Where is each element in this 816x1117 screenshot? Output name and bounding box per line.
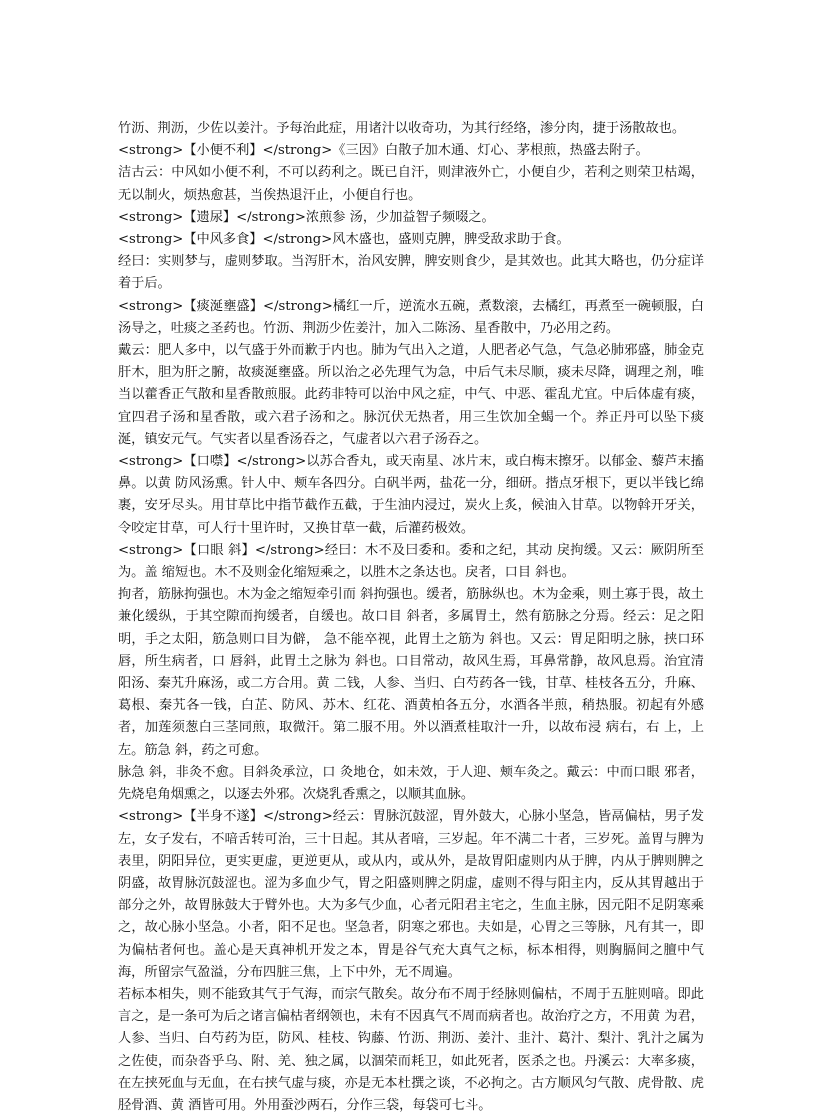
document-body (118, 118, 704, 1117)
paragraph: 经曰：实则梦与，虚则梦取。当泻肝木，治风安脾，脾安则食少，是其效也。此其大略也，仍分症详着于后。 (118, 254, 704, 292)
paragraph: <strong>【遗尿】</strong>浓煎参 汤，少加益智子频啜之。 (118, 209, 495, 225)
paragraph: <strong>【口眼 斜】</strong>经曰：木不及曰委和。委和之纪，其动 戾拘缓。又云：厥阴所至为。盖 缩短也。木不及则金化缩短乘之，以胜木之条达也。戾者，口目 斜也。 (118, 542, 704, 581)
paragraph: 拘者，筋脉拘强也。木为金之缩短牵引而 斜拘强也。缓者，筋脉纵也。木为金乘，则土寡于畏，故土兼化缓纵，于其空隙而拘缓者，自缓也。故口目 斜者，多属胃土，然有筋脉之分焉。经云：足之阳明，手之太阳，筋急则口目为僻， 急不能卒视，此胃土之筋为 斜也。又云：胃足阳明之脉，挟口环唇，所生病者，口 唇斜，此胃土之脉为 斜也。口目常动，故风生焉，耳鼻常静，故风息焉。治宜清阳汤、秦艽升麻汤，或二方合用。黄 二钱，人参、当归、白芍药各一钱，甘草、桂枝各五分，升麻、葛根、秦艽各一钱，白芷、防风、苏木、红花、酒黄柏各五分，水酒各半煎，稍热服。初起有外感者，加莲须葱白三茎同煎，取微汗。第二服不用。外以酒煮桂取汁一升，以故布浸 病右，右 上，上 左。筋急 斜，药之可愈。 (118, 587, 704, 758)
paragraph: <strong>【中风多食】</strong>风木盛也，盛则克脾，脾受敌求助于食。 (118, 232, 570, 248)
paragraph: 洁古云：中风如小便不利，不可以药利之。既已自汗，则津液外亡，小便自少，若利之则荣卫枯竭，无以制火，烦热愈甚，当俟热退汗止，小便自行也。 (118, 165, 704, 203)
paragraph: <strong>【口噤】</strong>以苏合香丸，或天南星、冰片末，或白梅末擦牙。以郁金、藜芦末搐鼻。以黄 防风汤熏。针人中、颊车各四分。白矾半两，盐花一分，细研。揩点牙根下，更以半钱匕绵裹，安牙尽头。用甘草比中指节截作五截，于生油内浸过，炭火上炙，候油入甘草。以物斡开牙关，令咬定甘草，可人行十里许时，又换甘草一截，后灌药极效。 (118, 454, 704, 536)
paragraph: <strong>【小便不利】</strong>《三因》白散子加木通、灯心、茅根煎，热盛去附子。 (118, 143, 649, 159)
paragraph: 戴云：肥人多中，以气盛于外而歉于内也。肺为气出入之道，人肥者必气急，气急必肺邪盛，肺金克肝木，胆为肝之腑，故痰涎壅盛。所以治之必先理气为急，中后气未尽顺，痰未尽降，调理之剂，唯当以藿香正气散和星香散煎服。此药非特可以治中风之症，中气、中恶、霍乱尤宜。中后体虚有痰，宜四君子汤和星香散，或六君子汤和之。脉沉伏无热者，用三生饮加全蝎一个。养正丹可以坠下痰涎，镇安元气。气实者以星香汤吞之，气虚者以六君子汤吞之。 (118, 343, 704, 447)
paragraph: 竹沥、荆沥，少佐以姜汁。予每治此症，用诸汁以收奇功，为其行经络，渗分肉，捷于汤散故也。 (118, 121, 686, 136)
paragraph: <strong>【半身不遂】</strong>经云：胃脉沉鼓涩，胃外鼓大，心脉小坚急，皆鬲偏枯，男子发左，女子发右，不喑舌转可治，三十日起。其从者喑，三岁起。年不满二十者，三岁死。盖胃与脾为表里，阴阳异位，更实更虚，更逆更从，或从内，或从外，是故胃阳虚则内从于脾，内从于脾则脾之阴盛，故胃脉沉鼓涩也。涩为多血少气，胃之阳盛则脾之阴虚，虚则不得与阳主内，反从其胃越出于部分之外，故胃脉鼓大于臂外也。大为多气少血，心者元阳君主宅之，生血主脉，因元阳不足阴寒乘之，故心脉小坚急。小者，阳不足也。坚急者，阴寒之邪也。夫如是，心胃之三等脉，凡有其一，即为偏枯者何也。盖心是天真神机开发之本，胃是谷气充大真气之标，标本相得，则胸膈间之膻中气海，所留宗气盈溢，分布四脏三焦，上下中外，无不周遍。 (118, 809, 704, 980)
paragraph: 若标本相失，则不能致其气于气海，而宗气散矣。故分布不周于经脉则偏枯，不周于五脏则喑。即此言之，是一条可为后之诸言偏枯者纲领也，未有不因真气不周而病者也。故治疗之方，不用黄 为君，人参、当归、白芍药为臣，防风、桂枝、钩藤、竹沥、荆沥、姜汁、韭汁、葛汁、梨汁、乳汁之属为之佐使，而杂沓乎乌、附、羌、独之属，以涸荣而耗卫，如此死者，医杀之也。丹溪云：大率多痰，在左挟死血与无血，在右挟气虚与痰，亦是无本杜撰之谈，不必拘之。古方顺风匀气散、虎骨散、虎胫骨酒、黄 酒皆可用。外用蚕沙两石，分作三袋，每袋可七斗。 (118, 986, 704, 1113)
paragraph: 脉急 斜，非灸不愈。目斜灸承泣，口 灸地仓，如未效，于人迎、颊车灸之。戴云：中而口眼 邪者，先烧皂角烟熏之，以逐去外邪。次烧乳香熏之，以顺其血脉。 (118, 764, 704, 803)
paragraph: <strong>【痰涎壅盛】</strong>橘红一斤，逆流水五碗，煮数滚，去橘红，再煮至一碗顿服，白汤导之，吐痰之圣药也。竹沥、荆沥少佐姜汁，加入二陈汤、星香散中，乃必用之药。 (118, 298, 704, 336)
